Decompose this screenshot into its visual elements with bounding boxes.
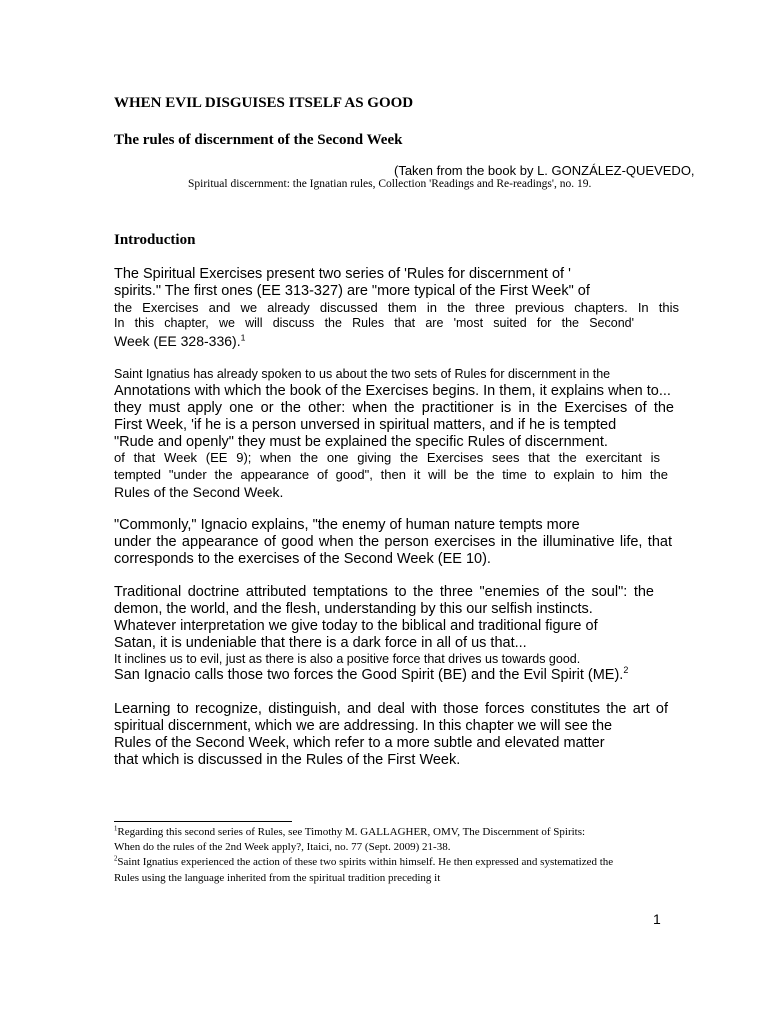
- paragraph-5-line: that which is discussed in the Rules of the First Week.: [114, 752, 461, 768]
- footnote-ref-1: 1: [240, 332, 246, 343]
- paragraph-5-line: spiritual discernment, which we are addressing. In this chapter we will see the: [114, 718, 613, 734]
- paragraph-1-line: the Exercises and we already discussed them in the three previous chapters. In this: [114, 300, 679, 315]
- paragraph-4-text: San Ignacio calls those two forces the Good Spirit (BE) and the Evil Spirit (ME).: [114, 667, 624, 683]
- paragraph-4-line: It inclines us to evil, just as there is also a positive force that drives us towards good.: [114, 652, 581, 666]
- footnote-ref-2: 2: [623, 665, 629, 676]
- paragraph-1-line: In this chapter, we will discuss the Rules that are 'most suited for the Second': [114, 316, 634, 330]
- paragraph-1-line: The Spiritual Exercises present two series of 'Rules for discernment of ': [114, 266, 571, 282]
- paragraph-4-line: Satan, it is undeniable that there is a dark force in all of us that...: [114, 635, 527, 651]
- paragraph-2-line: tempted "under the appearance of good", then it will be the time to explain to him the: [114, 467, 668, 482]
- footnote-2-line: Rules using the language inherited from the spiritual tradition preceding it: [114, 872, 441, 884]
- source-citation-line-1: (Taken from the book by L. GONZÁLEZ-QUEVEDO,: [394, 163, 695, 178]
- paragraph-2-line: Annotations with which the book of the Exercises begins. In them, it explains when to...: [114, 383, 671, 399]
- page-number: 1: [653, 911, 661, 927]
- paragraph-4-line: [114, 667, 628, 683]
- paragraph-3-line: under the appearance of good when the person exercises in the illuminative life, that: [114, 534, 672, 550]
- paragraph-1-line: spirits." The first ones (EE 313-327) are "more typical of the First Week" of: [114, 283, 590, 299]
- document-subtitle: The rules of discernment of the Second Week: [114, 132, 403, 148]
- paragraph-5-line: Learning to recognize, distinguish, and deal with those forces constitutes the art of: [114, 701, 668, 717]
- paragraph-2-line: Rules of the Second Week.: [114, 484, 284, 500]
- paragraph-2-line: "Rude and openly" they must be explained the specific Rules of discernment.: [114, 434, 608, 450]
- footnote-1-number: 1: [114, 825, 118, 833]
- footnote-2-text: Saint Ignatius experienced the action of these two spirits within himself. He then expressed and systematized the: [117, 856, 614, 868]
- paragraph-3-line: corresponds to the exercises of the Second Week (EE 10).: [114, 551, 491, 567]
- footnote-1-line: When do the rules of the 2nd Week apply?, Itaici, no. 77 (Sept. 2009) 21-38.: [114, 841, 451, 853]
- paragraph-5-line: Rules of the Second Week, which refer to a more subtle and elevated matter: [114, 735, 605, 751]
- footnote-separator: [114, 821, 292, 822]
- footnote-2-line: [114, 856, 613, 868]
- paragraph-2-line: Saint Ignatius has already spoken to us about the two sets of Rules for discernment in the: [114, 367, 611, 381]
- paragraph-1-text: Week (EE 328-336).: [114, 333, 241, 349]
- paragraph-4-line: demon, the world, and the flesh, understanding by this our selfish instincts.: [114, 601, 593, 617]
- paragraph-2-line: First Week, 'if he is a person unversed in spiritual matters, and if he is tempted: [114, 417, 617, 433]
- paragraph-1-line: [114, 333, 245, 349]
- source-citation-line-2: Spiritual discernment: the Ignatian rules, Collection 'Readings and Re-readings', no. 19.: [188, 178, 592, 190]
- footnote-1-line: [114, 826, 585, 838]
- document-title: WHEN EVIL DISGUISES ITSELF AS GOOD: [114, 95, 414, 111]
- section-heading: Introduction: [114, 232, 196, 248]
- footnote-1-text: Regarding this second series of Rules, see Timothy M. GALLAGHER, OMV, The Discernment of Spirits:: [117, 826, 586, 838]
- paragraph-4-line: Traditional doctrine attributed temptations to the three "enemies of the soul": the: [114, 584, 654, 600]
- paragraph-2-line: they must apply one or the other: when the practitioner is in the Exercises of the: [114, 400, 674, 416]
- paragraph-2-line: of that Week (EE 9); when the one giving the Exercises sees that the exercitant is: [114, 450, 660, 465]
- paragraph-4-line: Whatever interpretation we give today to the biblical and traditional figure of: [114, 618, 598, 634]
- footnote-2-number: 2: [114, 855, 118, 863]
- paragraph-3-line: "Commonly," Ignacio explains, "the enemy of human nature tempts more: [114, 517, 580, 533]
